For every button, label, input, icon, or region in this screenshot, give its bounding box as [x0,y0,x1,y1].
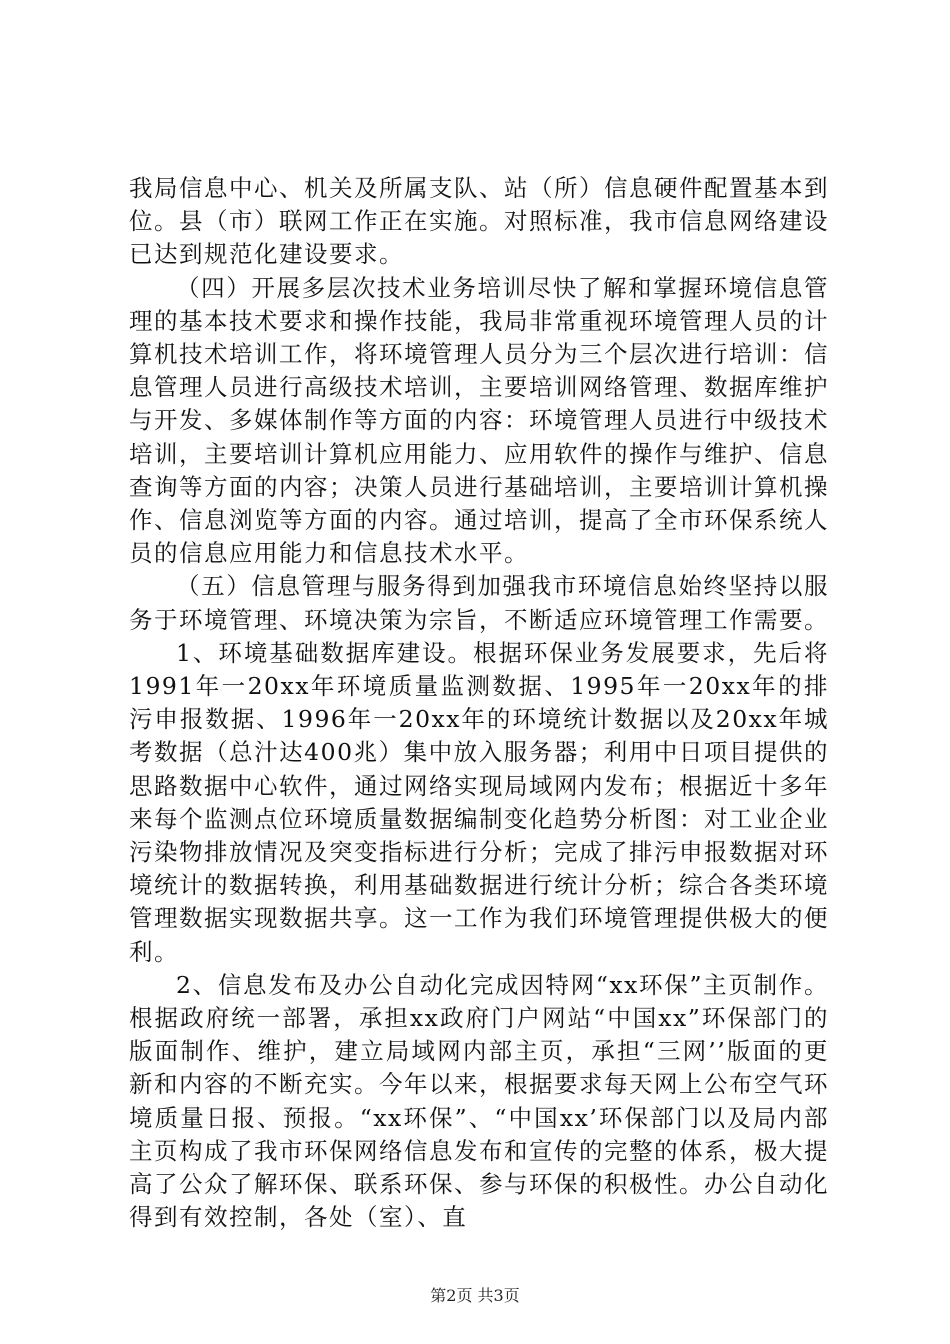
paragraph-2: （四）开展多层次技术业务培训尽快了解和掌握环境信息管理的基本技术要求和操作技能，我局非常重视环境管理人员的计算机技术培训工作，将环境管理人员分为三个层次进行培训：信息管理人员进行高级技术培训，主要培训网络管理、数据库维护与开发、多媒体制作等方面的内容：环境管理人员进行中级技术培训，主要培训计算机应用能力、应用软件的操作与维护、信息查询等方面的内容；决策人员进行基础培训，主要培训计算机操作、信息浏览等方面的内容。通过培训，提高了全市环保系统人员的信息应用能力和信息技术水平。 [129,273,829,568]
paragraph-3: （五）信息管理与服务得到加强我市环境信息始终坚持以服务于环境管理、环境决策为宗旨，不断适应环境管理工作需要。 [129,572,829,634]
document-body [129,172,829,1235]
paragraph-5: 2、信息发布及办公自动化完成因特网“xx环保”主页制作。根据政府统一部署，承担xx政府门户网站“中国xx”环保部门的版面制作、维护，建立局域网内部主页，承担“三网’’版面的更新和内容的不断充实。今年以来，根据要求每天网上公布空气环境质量日报、预报。“xx环保”、“中国xx’环保部门以及局内部主页构成了我市环保网络信息发布和宣传的完整的体系，极大提高了公众了解环保、联系环保、参与环保的积极性。办公自动化得到有效控制，各处（室）、直 [129,970,829,1232]
paragraph-4: 1、环境基础数据库建设。根据环保业务发展要求，先后将1991年一20xx年环境质量监测数据、1995年一20xx年的排污申报数据、1996年一20xx年的环境统计数据以及20xx年城考数据（总汁达400兆）集中放入服务器；利用中日项目提供的思路数据中心软件，通过网络实现局域网内发布；根据近十多年来每个监测点位环境质量数据编制变化趋势分析图：对工业企业污染物排放情况及突变指标进行分析；完成了排污申报数据对环境统计的数据转换，利用基础数据进行统计分析；综合各类环境管理数据实现数据共享。这一工作为我们环境管理提供极大的便利。 [129,638,829,966]
paragraph-1: 我局信息中心、机关及所属支队、站（所）信息硬件配置基本到位。县（市）联网工作正在实施。对照标准，我市信息网络建设已达到规范化建设要求。 [129,174,829,269]
page-footer: 第2页 共3页 [430,1286,520,1305]
